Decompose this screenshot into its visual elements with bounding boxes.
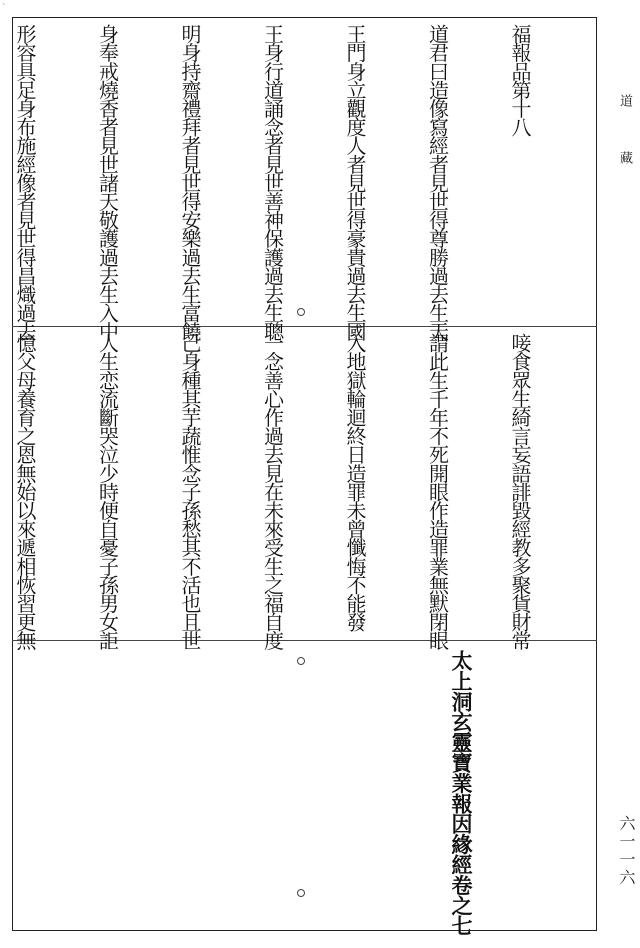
text-column: 道君曰造像寫經者見世得尊勝過去生天 [425,24,450,341]
punctuation-circle [297,889,305,897]
punctuation-circle [297,308,305,316]
corner-mark: ˋ [2,4,7,14]
chapter-title: 福報品第十八 [508,24,532,136]
margin-page-number: 六一一六 [617,815,636,887]
margin-collection-title: 道藏 [617,94,632,208]
text-column: 唼食眾生綺言妄語誹毀經教多聚貨財常 [508,333,532,650]
text-column: 一念善心作過去見在未來受生之福自度 [260,333,285,650]
text-column: 王身行道誦念者見世善神保護過去生聰 [260,24,285,341]
text-column: 謂此生千年不死開眼作造罪業無默閉眼 [425,333,450,650]
text-column: 己身種其芋蔬惟念子孫愁其不活也且世 [178,333,202,650]
scripture-text-section-3 [449,650,530,936]
scripture-text-section-1 [13,24,588,341]
text-column: 形容具足身布施經像者見世得昌熾過去 [13,24,37,341]
text-column: 憶父母養育之恩無始以來遞相恢習更無 [13,333,37,650]
text-column: 人生恋流斷哭泣少時便自憂子孫男女詎 [95,333,120,650]
scripture-text-section-2 [13,333,588,650]
closing-title: 太上洞玄靈寶業報因緣經卷之七 [449,650,474,936]
text-column: 王門身立觀度人者見世得豪貴過去生國 [343,24,367,341]
text-column: 明身持齋禮拜者見世得安樂過去生富饒 [178,24,202,341]
text-column: 身奉戒燒香者見世諸天敬護過去生入中 [95,24,120,341]
text-column: 入地獄輪迴終日造罪未曾懺悔不能發 [343,333,367,631]
punctuation-circle [297,657,305,665]
